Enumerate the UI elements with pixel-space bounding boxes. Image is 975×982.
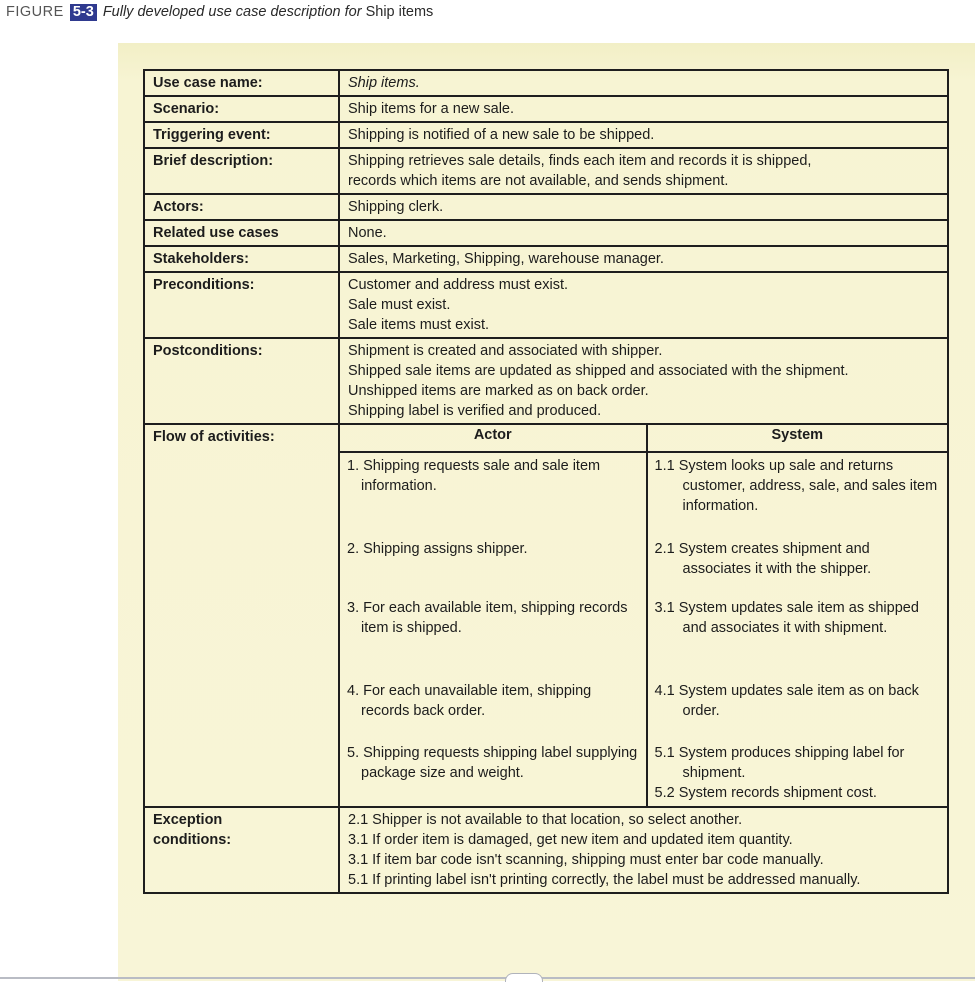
value-scenario: Ship items for a new sale. (339, 96, 948, 122)
flow-header-actor: Actor (340, 425, 647, 452)
flow-system-step: 1.1 System looks up sale and returns customer, address, sale, and sales item information. (654, 458, 938, 514)
row-preconditions (144, 272, 948, 338)
value-use-case-name: Ship items. (339, 70, 948, 96)
flow-system-step: 5.1 System produces shipping label for shipment. (654, 745, 905, 781)
flow-step-row (340, 740, 947, 806)
viewer-bottom-border (0, 977, 975, 979)
figure-number-badge: 5-3 (70, 4, 97, 21)
label-stakeholders: Stakeholders: (144, 246, 339, 272)
value-triggering-event: Shipping is notified of a new sale to be shipped. (339, 122, 948, 148)
exception-line: 3.1 If order item is damaged, get new item and updated item quantity. (348, 832, 793, 848)
row-stakeholders (144, 246, 948, 272)
label-scenario: Scenario: (144, 96, 339, 122)
row-triggering-event (144, 122, 948, 148)
row-scenario (144, 96, 948, 122)
label-preconditions: Preconditions: (144, 272, 339, 338)
value-related-use-cases: None. (339, 220, 948, 246)
flow-system-step: 5.2 System records shipment cost. (654, 785, 877, 801)
flow-actor-cell (340, 452, 647, 536)
label-actors: Actors: (144, 194, 339, 220)
flow-system-cell (647, 678, 948, 740)
flow-system-step: 4.1 System updates sale item as on back order. (654, 683, 919, 719)
flow-system-cell (647, 595, 948, 678)
exception-label-line: Exception (153, 812, 223, 828)
flow-header-row (340, 425, 947, 452)
flow-system-step: 2.1 System creates shipment and associates it with the shipper. (654, 541, 872, 577)
flow-system-step: 3.1 System updates sale item as shipped and associates it with shipment. (654, 600, 919, 636)
flow-header-system: System (647, 425, 948, 452)
flow-step-row (340, 536, 947, 595)
figure-label: FIGURE (6, 4, 64, 20)
label-use-case-name: Use case name: (144, 70, 339, 96)
label-exception-conditions (144, 807, 339, 893)
exception-line: 3.1 If item bar code isn't scanning, shipping must enter bar code manually. (348, 852, 824, 868)
flow-actor-cell (340, 678, 647, 740)
flow-actor-cell (340, 536, 647, 595)
postcondition-line: Shipment is created and associated with shipper. (348, 343, 663, 359)
flow-actor-cell (340, 740, 647, 806)
figure-caption (6, 4, 433, 21)
value-postconditions (339, 338, 948, 424)
exception-line: 5.1 If printing label isn't printing correctly, the label must be addressed manually. (348, 872, 861, 888)
row-actors (144, 194, 948, 220)
postcondition-line: Shipping label is verified and produced. (348, 403, 602, 419)
flow-system-cell (647, 740, 948, 806)
flow-actor-step: 1. Shipping requests sale and sale item information. (347, 458, 601, 494)
postcondition-line: Shipped sale items are updated as shipped and associated with the shipment. (348, 363, 849, 379)
flow-system-cell (647, 536, 948, 595)
flow-step-row (340, 678, 947, 740)
label-brief-description: Brief description: (144, 148, 339, 194)
flow-actor-step: 3. For each available item, shipping records item is shipped. (347, 600, 628, 636)
value-exception-conditions (339, 807, 948, 893)
value-preconditions (339, 272, 948, 338)
figure-title-italic: Fully developed use case description for (102, 4, 362, 20)
exception-line: 2.1 Shipper is not available to that location, so select another. (348, 812, 743, 828)
flow-of-activities-cell (339, 424, 948, 807)
flow-actor-step: 5. Shipping requests shipping label supplying package size and weight. (347, 745, 638, 781)
flow-table (340, 425, 947, 806)
label-flow-of-activities: Flow of activities: (144, 424, 339, 807)
flow-actor-step: 2. Shipping assigns shipper. (347, 541, 528, 557)
exception-label-line: conditions: (153, 832, 232, 848)
value-stakeholders: Sales, Marketing, Shipping, warehouse manager. (339, 246, 948, 272)
row-flow-of-activities (144, 424, 948, 807)
label-related-use-cases: Related use cases (144, 220, 339, 246)
flow-actor-step: 4. For each unavailable item, shipping records back order. (347, 683, 592, 719)
row-postconditions (144, 338, 948, 424)
value-brief-description (339, 148, 948, 194)
flow-step-row (340, 452, 947, 536)
row-brief-description (144, 148, 948, 194)
flow-step-row (340, 595, 947, 678)
postcondition-line: Unshipped items are marked as on back order. (348, 383, 649, 399)
flow-system-cell (647, 452, 948, 536)
row-exception-conditions (144, 807, 948, 893)
use-case-table (143, 69, 949, 894)
figure-title-plain: Ship items (365, 4, 434, 20)
label-postconditions: Postconditions: (144, 338, 339, 424)
label-triggering-event: Triggering event: (144, 122, 339, 148)
precondition-line: Sale items must exist. (348, 317, 490, 333)
brief-description-line: Shipping retrieves sale details, finds each item and records it is shipped, (348, 153, 812, 169)
row-related-use-cases (144, 220, 948, 246)
row-use-case-name (144, 70, 948, 96)
brief-description-line: records which items are not available, and sends shipment. (348, 173, 729, 189)
precondition-line: Customer and address must exist. (348, 277, 569, 293)
precondition-line: Sale must exist. (348, 297, 451, 313)
value-actors: Shipping clerk. (339, 194, 948, 220)
flow-actor-cell (340, 595, 647, 678)
